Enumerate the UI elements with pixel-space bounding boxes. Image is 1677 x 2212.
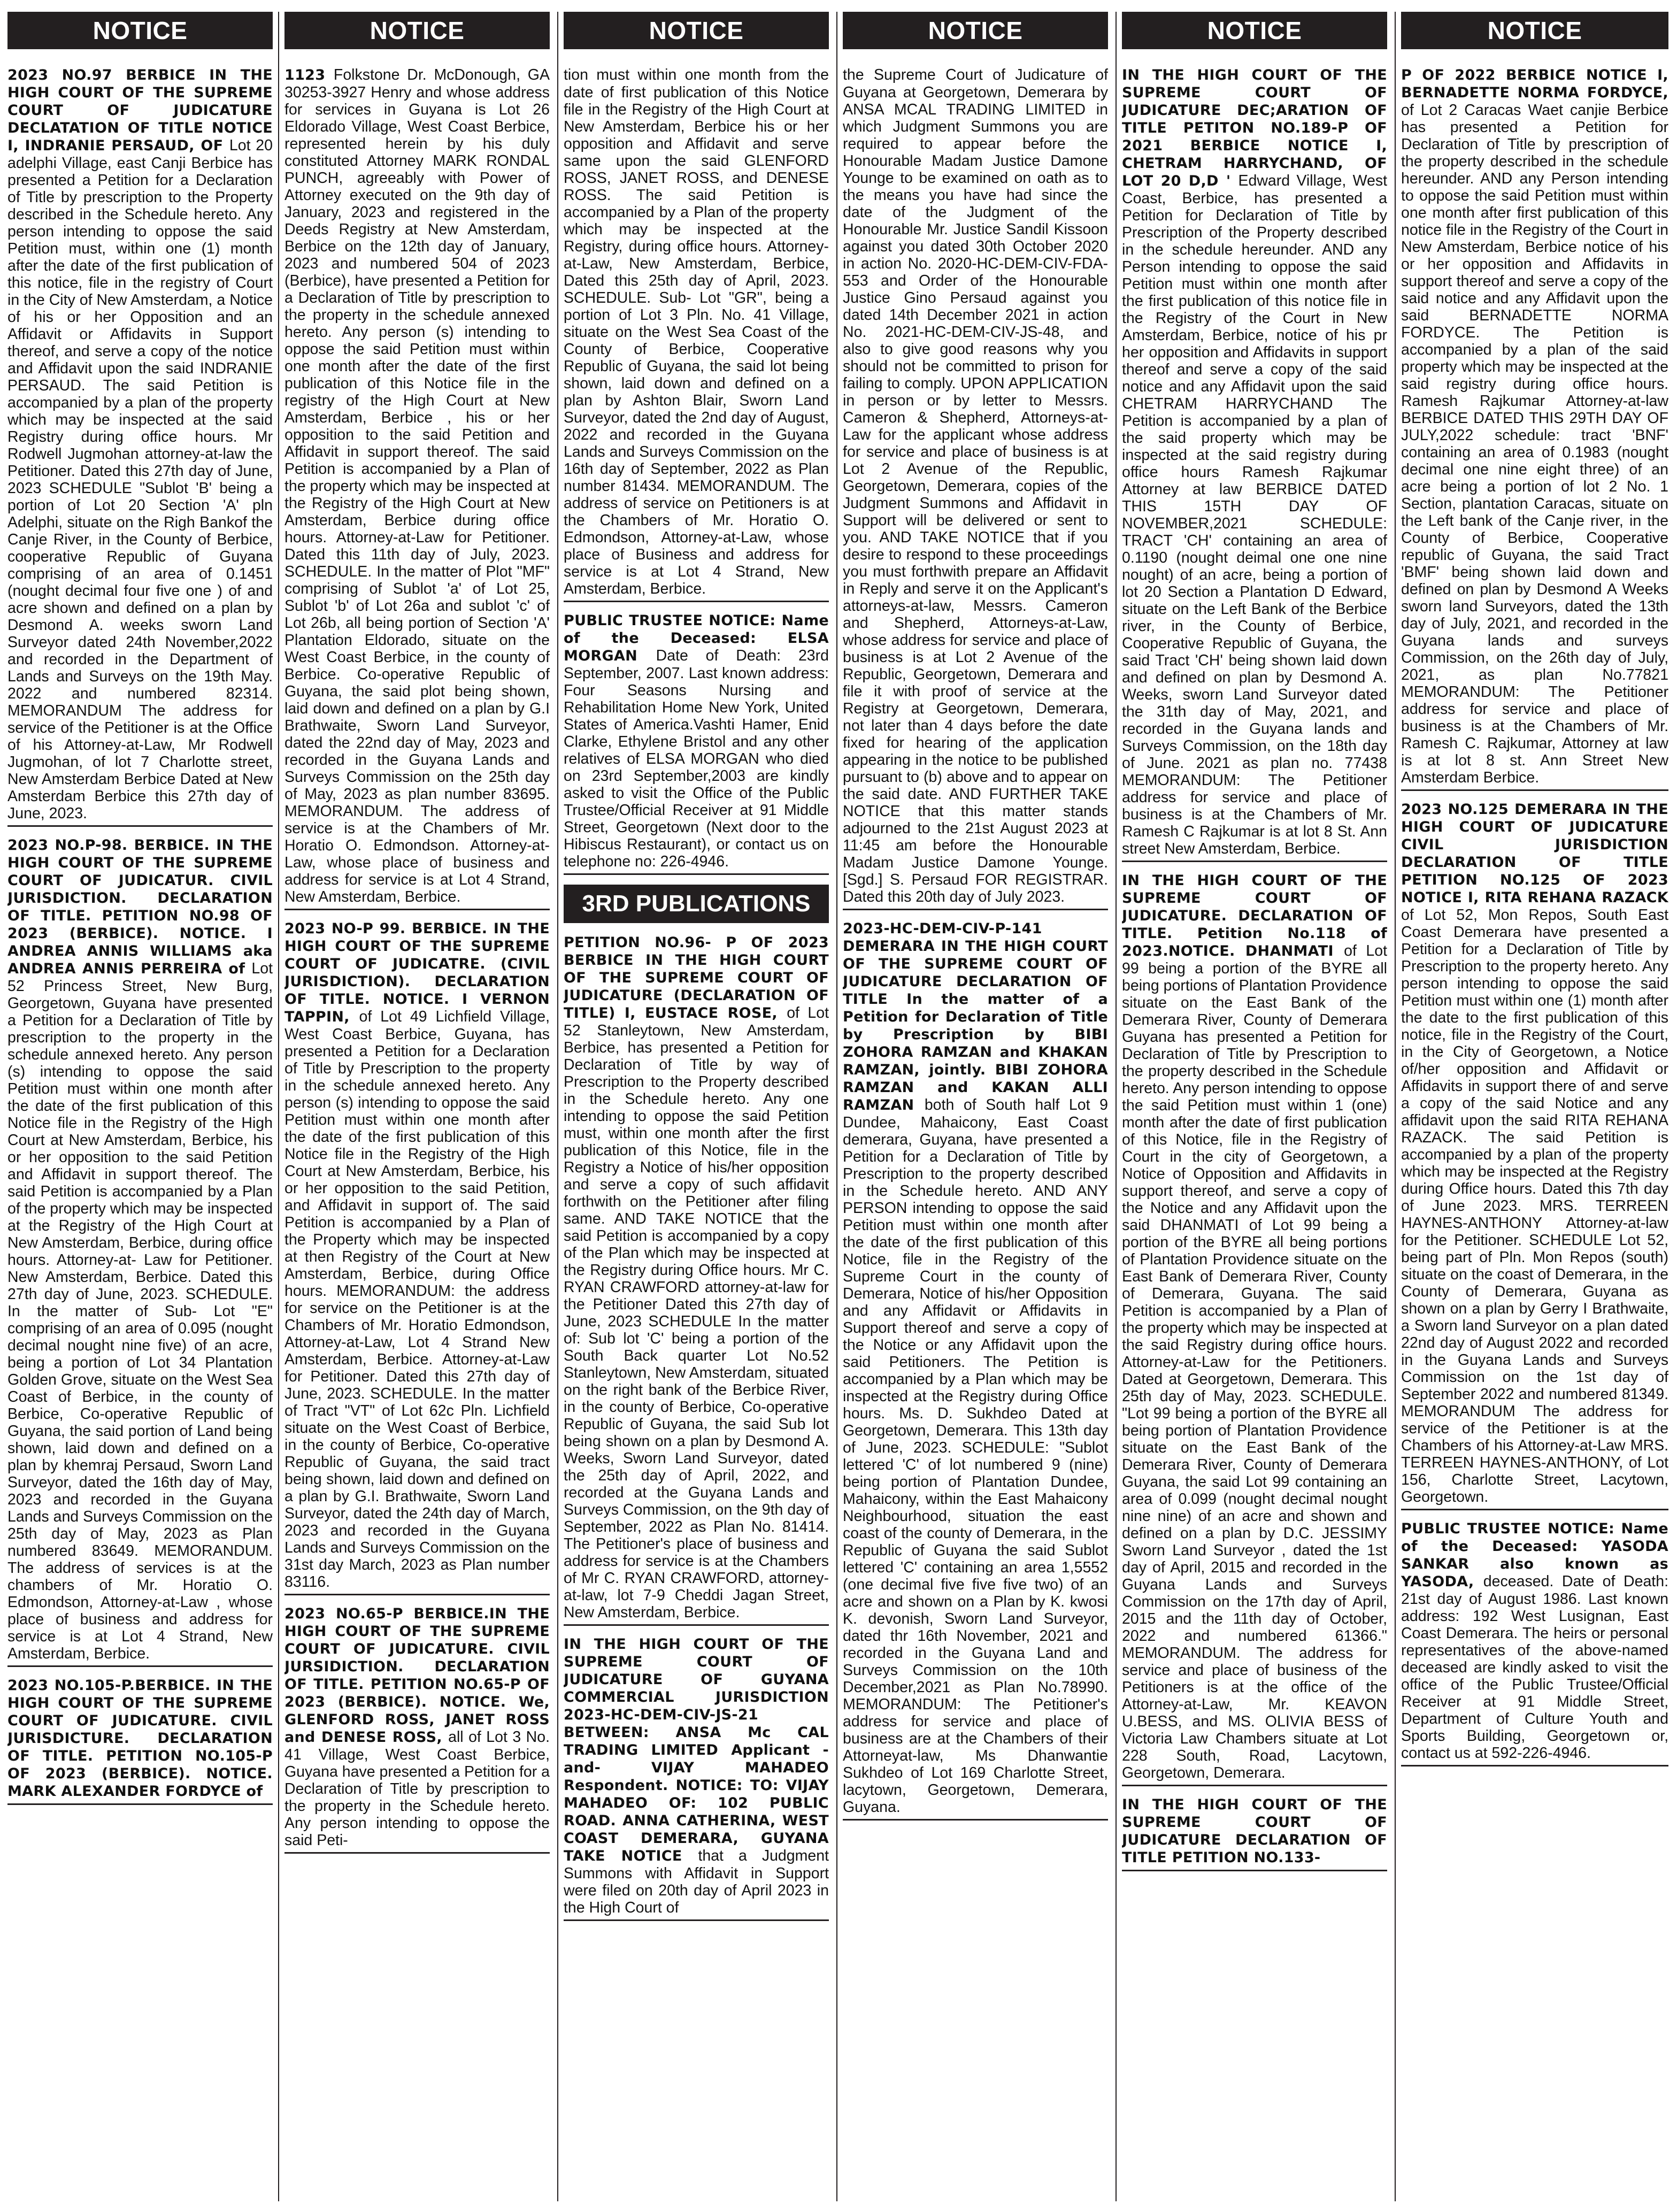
legal-notice — [1122, 66, 1387, 862]
notice-body: Folkstone Dr. McDonough, GA 30253-3927 Henry and whose address for services in Guyana is Lot 26 Eldorado Village, West Coast Berbice, represented herein by his duly constituted Attorney MARK RONDAL PUNCH, agreeably with Power of Attorney executed on the 9th day of January, 2023 and registered in the Deeds Registry at New Amsterdam, Berbice on the 12th day of January, 2023 and numbered 504 of 2023 (Berbice), have presented a Petition for a Declaration of Title by prescription to the property in the schedule annexed hereto. Any person (s) intending to oppose the said Petition must within one month after the date of the first publication of this Notice file in the registry of the High Court at New Amsterdam, Berbice , his or her opposition to the said Petition and Affidavit in support thereof. The said Petition is accompanied by a Plan of the property which may be inspected at the Registry of the High Court at New Amsterdam, Berbice during office hours. Attorney-at-Law for Petitioner. Dated this 11th day of July, 2023. SCHEDULE. In the matter of Plot "MF" comprising of Sublot 'a' of Lot 25, Sublot 'b' of Lot 26a and sublot 'c' of Lot 26b, all being portion of Section 'A' Plantation Eldorado, situate on the West Coast Berbice, in the county of Berbice. Co-operative Republic of Guyana, the said plot being shown, laid down and defined on a plan by G.I Brathwaite, Sworn Land Surveyor, dated the 22nd day of May, 2023 and recorded in the Guyana Lands and Surveys Commission on the 25th day of May, 2023 as plan number 83695. MEMORANDUM. The address of service is at the Chambers of Mr. Horatio O. Edmondson. Attorney-at-Law, whose place of business and address for service is at Lot 4 Strand, New Amsterdam, Berbice. — [284, 66, 550, 905]
notice-lead: IN THE HIGH COURT OF THE SUPREME COURT OF JUDICATURE DECLARATION OF TITLE PETITION NO.133- — [1122, 1796, 1387, 1866]
column-6 — [1401, 12, 1668, 2201]
notice-body: of Lot 52 Stanleytown, New Amsterdam, Berbice, has presented a Petition for Declaration of Title by way of Prescription to the Property described in the Schedule hereto. Any one intending to oppose the said Petition must, within one month after the first publication of this Notice, file in the Registry a Notice of his/her opposition and serve a copy of such affidavit forthwith on the Petitioner after filing same. AND TAKE NOTICE that the said Petition is accompanied by a copy of the Plan which may be inspected at the Registry during Office hours. Mr C. RYAN CRAWFORD attorney-at-law for the Petitioner Dated this 27th day of June, 2023 SCHEDULE In the matter of: Sub lot 'C' being a portion of the South Back quarter Lot No.52 Stanleytown, New Amsterdam, situated on the right bank of the Berbice River, in the county of Berbice, Co-operative Republic of Guyana, the said Sub lot being shown on a plan by Desmond A. Weeks, Sworn Land Surveyor, dated the 25th day of April, 2022, and recorded at the Guyana Lands and Surveys Commission, on the 9th day of September, 2022 as Plan No. 81414. The Petitioner's place of business and address for service is at the Chambers of Mr C. RYAN CRAWFORD, attorney-at-law, lot 7-9 Cheddi Jagan Street, New Amsterdam, Berbice. — [564, 1004, 829, 1621]
notice-body: Edward Village, West Coast, Berbice, has presented a Petition for Declaration of Title by Prescription of the Property described in the schedule hereunder. AND any Person intending to oppose the said Petition must within one month after the first publication of this notice file in the Registry of the Court in New Amsterdam, Berbice, notice of his pr her opposition and Affidavits in support thereof and serve a copy of the said notice and any Affidavit upon the said CHETRAM HARRYCHAND The Petition is accompanied by a plan of the said property which may be inspected at the said registry during office hours Ramesh Rajkumar Attorney at law BERBICE DATED THIS 15TH DAY OF NOVEMBER,2021 SCHEDULE: TRACT 'CH' containing an area of 0.1190 (nought deimal one one nine nought) of an acre, being a portion of lot 20 Section a Plantation D Edward, situate on the Left Bank of the Berbice river, in the County of Berbice, Cooperative Republic of Guyana, the said Tract 'CH' being shown laid down and defined on plan by Desmond A. Weeks, sworn Land Surveyor dated the 31th day of May, 2021, and recorded in the Guyana lands and Surveys Commission, on the 18th day of June. 2021 as plan no. 77438 MEMORANDUM: The Petitioner address for service and place of business is at the Chambers of Mr. Ramesh C Rajkumar is at lot 8 St. Ann street New Amsterdam, Berbice. — [1122, 172, 1387, 857]
legal-notice — [1401, 801, 1668, 1510]
notice-body: Lot 20 adelphi Village, east Canji Berbice has presented a Petition for a Declaration of Title by prescription to the Property described in the Schedule hereto. Any person intending to oppose the said Petition must, within one (1) month after the date of the first publication of this notice, file in the registry of Court in the City of New Amsterdam, a Notice of his or her Opposition and an Affidavit or Affidavits in Support thereof, and serve a copy of the notice and Affidavit upon the said INDRANIE PERSAUD. The said Petition is accompanied by a plan of the property which may be inspected at the said Registry during office hours. Mr Rodwell Jugmohan attorney-at-law the Petitioner. Dated this 27th day of June, 2023 SCHEDULE "Sublot 'B' being a portion of Lot 20 Section 'A' pln Adelphi, situate on the Righ Bankof the Canje River, in the County of Berbice, cooperative Republic of Guyana comprising of an area of 0.1451 (nought decimal four five one ) of and acre shown and defined on a plan by Desmond A. weeks sworn Land Surveyor dated 24th November,2022 and recorded in the Department of Lands and Surveys on the 19th May. 2022 and numbered 82314. MEMORANDUM The address for service of the Petitioner is at the Office of his Attorney-at-Law, Mr Rodwell Jugmohan, of lot 7 Charlotte street, New Amsterdam Berbice Dated at New Amsterdam Berbice this 27th day of June, 2023. — [7, 137, 273, 822]
legal-notice — [564, 934, 829, 1626]
notice-lead: IN THE HIGH COURT OF THE SUPREME COURT OF JUDICATURE. DECLARATION OF TITLE. Petition No.118 of 2023.NOTICE. DHANMATI — [1122, 872, 1387, 959]
notice-body: tion must within one month from the date of first publication of this Notice file in the Registry of the High Court at New Amsterdam, Berbice his or her opposition and Affidavit and serve same upon the said GLENFORD ROSS, JANET ROSS, and DENESE ROSS. The said Petition is accompanied by a Plan of the property which may be inspected at the Registry, during office hours. Attorney-at-Law, New Amsterdam, Berbice, Dated this 25th day of April, 2023. SCHEDULE. Sub- Lot "GR", being a portion of Lot 3 Pln. No. 41 Village, situate on the West Sea Coast of the County of Berbice, Cooperative Republic of Guyana, the said lot being shown, laid down and defined on a plan by Ashton Blair, Sworn Land Surveyor, dated the 2nd day of August, 2022 and recorded in the Guyana Lands and Surveys Commission on the 16th day of September, 2022 as Plan number 81434. MEMORANDUM. The address of service on Petitioners is at the Chambers of Mr. Horatio O. Edmondson, Attorney-at-Law, whose place of Business and address for service is at Lot 4 Strand, New Amsterdam, Berbice. — [564, 66, 829, 597]
notice-lead: 2023-HC-DEM-CIV-P-141 DEMERARA IN THE HIGH COURT OF THE SUPREME COURT OF JUDICATURE DECLARATION OF TITLE In the matter of a Petition for Declaration of Title by Prescription by BIBI ZOHORA RAMZAN and KHAKAN RAMZAN, jointly. BIBI ZOHORA RAMZAN and KAKAN ALLI RAMZAN — [843, 920, 1108, 1113]
notice-body: of Lot 49 Lichfield Village, West Coast Berbice, Guyana, has presented a Petition for a Declaration of Title by Prescription to the property in the schedule annexed hereto. Any person (s) intending to oppose the said Petition must within one month after the date of the first publication of this Notice file in the Registry of the High Court at New Amsterdam, Berbice, his or her opposition to the said Petition, and Affidavit in support of. The said Petition is accompanied by a Plan of the Property which may be inspected at then Registry of the Court at New Amsterdam, Berbice, during Office hours. MEMORANDUM: the address for service on the Petitioner is at the Chambers of Mr. Horatio Edmondson, Attorney-at-Law, Lot 4 Strand New Amsterdam, Berbice. Attorney-at-Law for Petitioner. Dated this 27th day of June, 2023. SCHEDULE. In the matter of Tract "VT" of Lot 62c Pln. Lichfield situate on the West Coast of Berbice, in the county of Berbice, Co-operative Republic of Guyana, the said tract being shown, laid down and defined on a plan by G.I. Brathwaite, Sworn Land Surveyor, dated the 24th day of March, 2023 and recorded in the Guyana Lands and Surveys Commission on the 31st day March, 2023 as Plan number 83116. — [284, 1008, 550, 1591]
legal-notice — [1122, 1796, 1387, 1871]
notice-banner: NOTICE — [843, 12, 1108, 49]
notice-lead: 2023 NO.97 BERBICE IN THE HIGH COURT OF THE SUPREME COURT OF JUDICATURE DECLATATION OF TITLE NOTICE I, INDRANIE PERSAUD, OF — [7, 67, 273, 154]
legal-notice — [284, 920, 550, 1595]
legal-notice — [843, 66, 1108, 910]
notice-lead: 2023 NO.125 DEMERARA IN THE HIGH COURT OF JUDICATURE CIVIL JURISDICTION DECLARATION OF TITLE PETITION NO.125 OF 2023 NOTICE I, RITA REHANA RAZACK — [1401, 801, 1668, 906]
column-divider — [1395, 12, 1396, 2201]
column-3 — [564, 12, 829, 2201]
notice-body: deceased. Date of Death: 21st day of August 1986. Last known address: 192 West Lusignan, East Coast Demerara. The heirs or personal representatives of the above-named deceased are kindly asked to visit the office of the Public Trustee/Official Receiver at 91 Middle Street, Department of Culture Youth and Sports Building, Georgetown or, contact us at 592-226-4946. — [1401, 1573, 1668, 1762]
notice-body: Date of Death: 23rd September, 2007. Last known address: Four Seasons Nursing and Rehabilitation Home New York, United States of America.Vashti Hamer, Enid Clarke, Ethylene Bristol and any other relatives of ELSA MORGAN who died on 23rd September,2003 are kindly asked to visit the Office of the Public Trustee/Official Receiver at 91 Middle Street, Georgetown (Next door to the Hibiscus Restaurant), or contact us on telephone no: 226-4946. — [564, 647, 829, 870]
notice-body: of Lot 52, Mon Repos, South East Coast Demerara have presented a Petition for a Declaration of Title by Prescription to the property hereto. Any person intending to oppose the said Petition must within one (1) month after the date to the first publication of this notice, file in the Registry of the Court, in the City of Georgetown, a Notice of/her opposition and Affidavit or Affidavits in support there of and serve a copy of the said Notice and any affidavit upon the said RITA REHANA RAZACK. The said Petition is accompanied by a plan of the property which may be inspected at the Registry during Office hours. Dated this 7th day of June 2023. MRS. TERREEN HAYNES-ANTHONY Attorney-at-law for the Petitioner. SCHEDULE Lot 52, being part of Pln. Mon Repos (south) situate on the coast of Demerara, in the County of Demerara, Guyana as shown on a plan by Gerry I Brathwaite, a Sworn land Surveyor on a plan dated 22nd day of August 2022 and recorded in the Guyana Lands and Surveys Commission on the 1st day of September 2022 and numbered 81349. MEMORANDUM The address for service of the Petitioner is at the Chambers of his Attorney-at-Law MRS. TERREEN HAYNES-ANTHONY, of Lot 156, Charlotte Street, Lacytown, Georgetown. — [1401, 907, 1668, 1506]
column-divider — [557, 12, 558, 2201]
notice-body: of Lot 99 being a portion of the BYRE all being portions of Plantation Providence situate on the East Bank of the Demerara River, County of Demerara Guyana has presented a Petition for Declaration of Title by Prescription to the property described in the Schedule hereto. Any person intending to oppose the said Petition must within 1 (one) month after the date of first publication of this Notice, file in the Registry of Court in the city of Georgetown, a Notice of Opposition and Affidavits in support thereof, and serve a copy of the Notice and any Affidavit upon the said DHANMATI of Lot 99 being a portion of the BYRE all being portions of Plantation Providence situate on the East Bank of Demerara River, County of Demerara, Guyana. The said Petition is accompanied by a Plan of the property which may be inspected at the said Registry during office hours. Attorney-at-Law for the Petitioners. Dated at Georgetown, Demerara. This 25th day of May, 2023. SCHEDULE. "Lot 99 being a portion of the BYRE all being portion of Plantation Providence situate on the East Bank of the Demerara River, County of Demerara Guyana, the said Lot 99 containing an area of 0.099 (nought decimal nought nine nine) of an acre and shown and defined on a plan by D.C. JESSIMY Sworn Land Surveyor , dated the 1st day of April, 2015 and recorded in the Guyana Lands and Surveys Commission on the 17th day of April, 2015 and the 11th day of October, 2022 and numbered 61366." MEMORANDUM. The address for service and place of business of the Petitioners is at the office of the Attorney-at-Law, Mr. KEAVON U.BESS, and MS. OLIVIA BESS of Victoria Law Chambers situate at Lot 228 South, Road, Lacytown, Georgetown, Demerara. — [1122, 942, 1387, 1781]
notice-body: of Lot 2 Caracas Waet canjie Berbice has presented a Petition for Declaration of Title by prescription of the property described in the schedule hereunder. AND any Person intending to oppose the said Petition must within one month after first publication of this notice file in the Registry of the Court in New Amsterdam, Berbice notice of his or her opposition and Affidavits in support thereof and serve a copy of the said notice and any Affidavit upon the said BERNADETTE NORMA FORDYCE. The Petition is accompanied by a plan of the said property which may be inspected at the said registry during office hours. Ramesh Rajkumar Attorney-at-law BERBICE DATED THIS 29TH DAY OF JULY,2022 schedule: tract 'BNF' containing an area of 0.1983 (nought decimal one nine eight three) of an acre being a portion of lot 2 No. 1 Section, plantation Caracas, situate on the Left bank of the Canje river, in the County of Berbice, Cooperative republic of Guyana, the said Tract 'BMF' being shown laid down and defined on plan by Desmond A Weeks sworn land Surveyors, dated the 13th day of July, 2021, and recorded in the Guyana lands and surveys Commission, on the 26th day of July, 2021, as plan No.77821 MEMORANDUM: The Petitioner address for service and place of business is at the Chambers of Mr. Ramesh C. Rajkumar, Attorney at law is at lot 8 st. Ann Street New Amsterdam Berbice. — [1401, 102, 1668, 786]
notice-lead: 2023 NO-P 99. BERBICE. IN THE HIGH COURT OF THE SUPREME COURT OF JUDICATRE. (CIVIL JURISDICTION). DECLARATION OF TITLE. NOTICE. I VERNON TAPPIN, — [284, 920, 550, 1025]
notice-body: both of South half Lot 9 Dundee, Mahaicony, East Coast demerara, Guyana, have presented a Petition for a Declaration of Title by Prescription to the property described in the Schedule hereto. AND ANY PERSON intending to oppose the said Petition must within one month after the date of the first publication of this Notice, file in the Registry of the Supreme Court in the county of Demerara, Notice of his/her Opposition and any Affidavit or Affidavits in Support thereof and serve a copy of the Notice or any Affidavit upon the said Petitioners. The Petition is accompanied by a Plan which may be inspected at the Registry during Office hours. Ms. D. Sukhdeo Dated at Georgetown, Demerara. This 13th day of June, 2023. SCHEDULE: "Sublot lettered 'C' of lot numbered 9 (nine) being portion of Plantation Dundee, Mahaicony, within the East Mahaicony Neighbourhood, situation the east coast of the county of Demerara, in the Republic of Guyana the said Sublot lettered 'C' containing an area 1,5552 (one decimal five five five two) of an acre and shown on a Plan by K. kwosi K. devonish, Sworn Land Surveyor, dated thr 16th November, 2021 and recorded in the Guyana Land and Surveys Commission on the 10th December,2021 as Plan No.78990. MEMORANDUM: The Petitioner's address for service and place of business are at the Chambers of their Attorneyat-law, Ms Dhanwantie Sukhdeo of Lot 169 Charlotte Street, lacytown, Georgetown, Demerara, Guyana. — [843, 1096, 1108, 1816]
column-divider — [1116, 12, 1117, 2201]
column-4 — [843, 12, 1108, 2201]
notice-lead: 2023 NO.105-P.BERBICE. IN THE HIGH COURT OF THE SUPREME COURT OF JUDICATURE. CIVIL JURISDICTURE. DECLARATION OF TITLE. PETITION NO.105-P OF 2023 (BERBICE). NOTICE. MARK ALEXANDER FORDYCE of — [7, 1677, 273, 1800]
legal-notice — [284, 1605, 550, 1854]
notice-lead: 1123 — [284, 67, 334, 83]
third-publications-banner: 3RD PUBLICATIONS — [564, 885, 829, 923]
notice-banner: NOTICE — [1401, 12, 1668, 49]
column-1 — [7, 12, 273, 2201]
notice-lead: IN THE HIGH COURT OF THE SUPREME COURT OF JUDICATURE DEC;ARATION OF TITLE PETITON NO.189-P OF 2021 BERBICE NOTICE I, CHETRAM HARRYCHAND, OF LOT 20 D,D ' — [1122, 67, 1387, 189]
notice-lead: P OF 2022 BERBICE NOTICE I, BERNADETTE NORMA FORDYCE, — [1401, 67, 1668, 101]
legal-notice — [564, 1635, 829, 1921]
public-trustee-notice — [1401, 1520, 1668, 1766]
notice-banner: NOTICE — [284, 12, 550, 49]
column-5 — [1122, 12, 1387, 2201]
public-trustee-notice — [564, 612, 829, 875]
notice-lead: 2023 NO.P-98. BERBICE. IN THE HIGH COURT OF THE SUPREME COURT OF JUDICATUR. CIVIL JURISDICTION. DECLARATION OF TITLE. PETITION NO.98 OF 2023 (BERBICE). NOTICE. I ANDREA ANNIS WILLIAMS aka ANDREA ANNIS PERREIRA of — [7, 837, 273, 977]
legal-notice — [564, 66, 829, 602]
notice-body: all of Lot 3 No. 41 Village, West Coast Berbice, Guyana have presented a Petition for a Declaration of Title by prescription to the property in the Schedule hereto. Any person intending to oppose the said Peti- — [284, 1729, 550, 1849]
notice-banner: NOTICE — [7, 12, 273, 49]
notice-body: that a Judgment Summons with Affidavit in Support were filed on 20th day of April 2023 in the High Court of — [564, 1847, 829, 1916]
notice-banner: NOTICE — [564, 12, 829, 49]
notice-lead: IN THE HIGH COURT OF THE SUPREME COURT OF JUDICATURE OF GUYANA COMMERCIAL JURISDICTION 2023-HC-DEM-CIV-JS-21 BETWEEN: ANSA Mc CAL TRADING LIMITED Applicant -and- VIJAY MAHADEO Respondent. NOTICE: TO: VIJAY MAHADEO OF: 102 PUBLIC ROAD. ANNA CATHERINA, WEST COAST DEMERARA, GUYANA TAKE NOTICE — [564, 1636, 829, 1864]
notice-lead: PETITION NO.96- P OF 2023 BERBICE IN THE HIGH COURT OF THE SUPREME COURT OF JUDICATURE (DECLARATION OF TITLE) I, EUSTACE ROSE, — [564, 934, 829, 1021]
column-divider — [836, 12, 837, 2201]
legal-notice — [1401, 66, 1668, 791]
notice-banner: NOTICE — [1122, 12, 1387, 49]
notice-body: Lot 52 Princess Street, New Burg, Georgetown, Guyana have presented a Petition for a Declaration of Title by prescription to the property in the schedule annexed hereto. Any person (s) intending to oppose the said Petition must within one month after the date of the first publication of this Notice file in the Registry of the High Court at New Amsterdam, Berbice, his or her opposition to the said Petition and Affidavit in support thereof. The said Petition is accompanied by a Plan of the property which may be inspected at the Registry of the High Court at New Amsterdam, Berbice, during office hours. Attorney-at- Law for Petitioner. New Amsterdam, Berbice. Dated this 27th day of June, 2023. SCHEDULE. In the matter of Sub- Lot "E" comprising of an area of 0.095 (nought decimal nought nine five) of an acre, being a portion of Lot 34 Plantation Golden Grove, situate on the West Sea Coast of Berbice, in the county of Berbice, Co-operative Republic of Guyana, the said portion of Land being shown, laid down and defined on a plan by khemraj Persaud, Sworn Land Surveyor, dated the 16th day of May, 2023 and recorded in the Guyana Lands and Surveys Commission on the 25th day of May, 2023 as Plan numbered 83649. MEMORANDUM. The address of services is at the chambers of Mr. Horatio O. Edmondson, Attorney-at-Law , whose place of business and address for service is at Lot 4 Strand, New Amsterdam, Berbice. — [7, 960, 273, 1662]
notice-body: the Supreme Court of Judicature of Guyana at Georgetown, Demerara by ANSA MCAL TRADING LIMITED in which Judgment Summons you are required to appear before the Honourable Madam Justice Damone Younge to be examined on oath as to the means you have had since the date of the Judgment of the Honourable Mr. Justice Sandil Kissoon against you dated 30th October 2020 in action No. 2020-HC-DEM-CIV-FDA-553 and Order of the Honourable Justice Gino Persaud against you dated 14th December 2021 in action No. 2021-HC-DEM-CIV-JS-48, and also to give good reasons why you should not be committed to prison for failing to comply. UPON APPLICATION in person or by letter to Messrs. Cameron & Shepherd, Attorneys-at-Law for the applicant whose address for service and place of business is at Lot 2 Avenue of the Republic, Georgetown, Demerara, copies of the Judgment Summons and Affidavit in Support will be delivered or sent to you. AND TAKE NOTICE that if you desire to respond to these proceedings you must forthwith prepare an Affidavit in Reply and serve it on the Applicant's attorneys-at-law, Messrs. Cameron and Shepherd, Attorneys-at-Law, whose address for service and place of business is at Lot 2 Avenue of the Republic, Georgetown, Demerara and file it with proof of service at the Registry at Georgetown, Demerara, not later than 4 days before the date fixed for hearing of the application appearing in the notice to be published pursuant to (b) above and to appear on the said date. AND FURTHER TAKE NOTICE that this matter stands adjourned to the 21st August 2023 at 11:45 am before the Honourable Madam Justice Damone Younge. [Sgd.] S. Persaud FOR REGISTRAR. Dated this 20th day of July 2023. — [843, 66, 1108, 905]
column-divider — [278, 12, 279, 2201]
legal-notice — [843, 920, 1108, 1821]
notice-lead: PUBLIC TRUSTEE NOTICE: Name of the Deceased: ELSA MORGAN — [564, 612, 829, 664]
column-2 — [284, 12, 550, 2201]
notice-lead: PUBLIC TRUSTEE NOTICE: Name of the Deceased: YASODA SANKAR also known as YASODA, — [1401, 1520, 1668, 1590]
legal-notice — [7, 66, 273, 827]
legal-notice — [284, 66, 550, 910]
legal-notice — [7, 836, 273, 1667]
legal-notice — [7, 1677, 273, 1805]
legal-notice — [1122, 872, 1387, 1786]
notice-lead: 2023 NO.65-P BERBICE.IN THE HIGH COURT OF THE SUPREME COURT OF JUDICATURE. CIVIL JURSIDICTION. DECLARATION OF TITLE. PETITION NO.65-P OF 2023 (BERBICE). NOTICE. We, GLENFORD ROSS, JANET ROSS and DENESE ROSS, — [284, 1606, 550, 1746]
